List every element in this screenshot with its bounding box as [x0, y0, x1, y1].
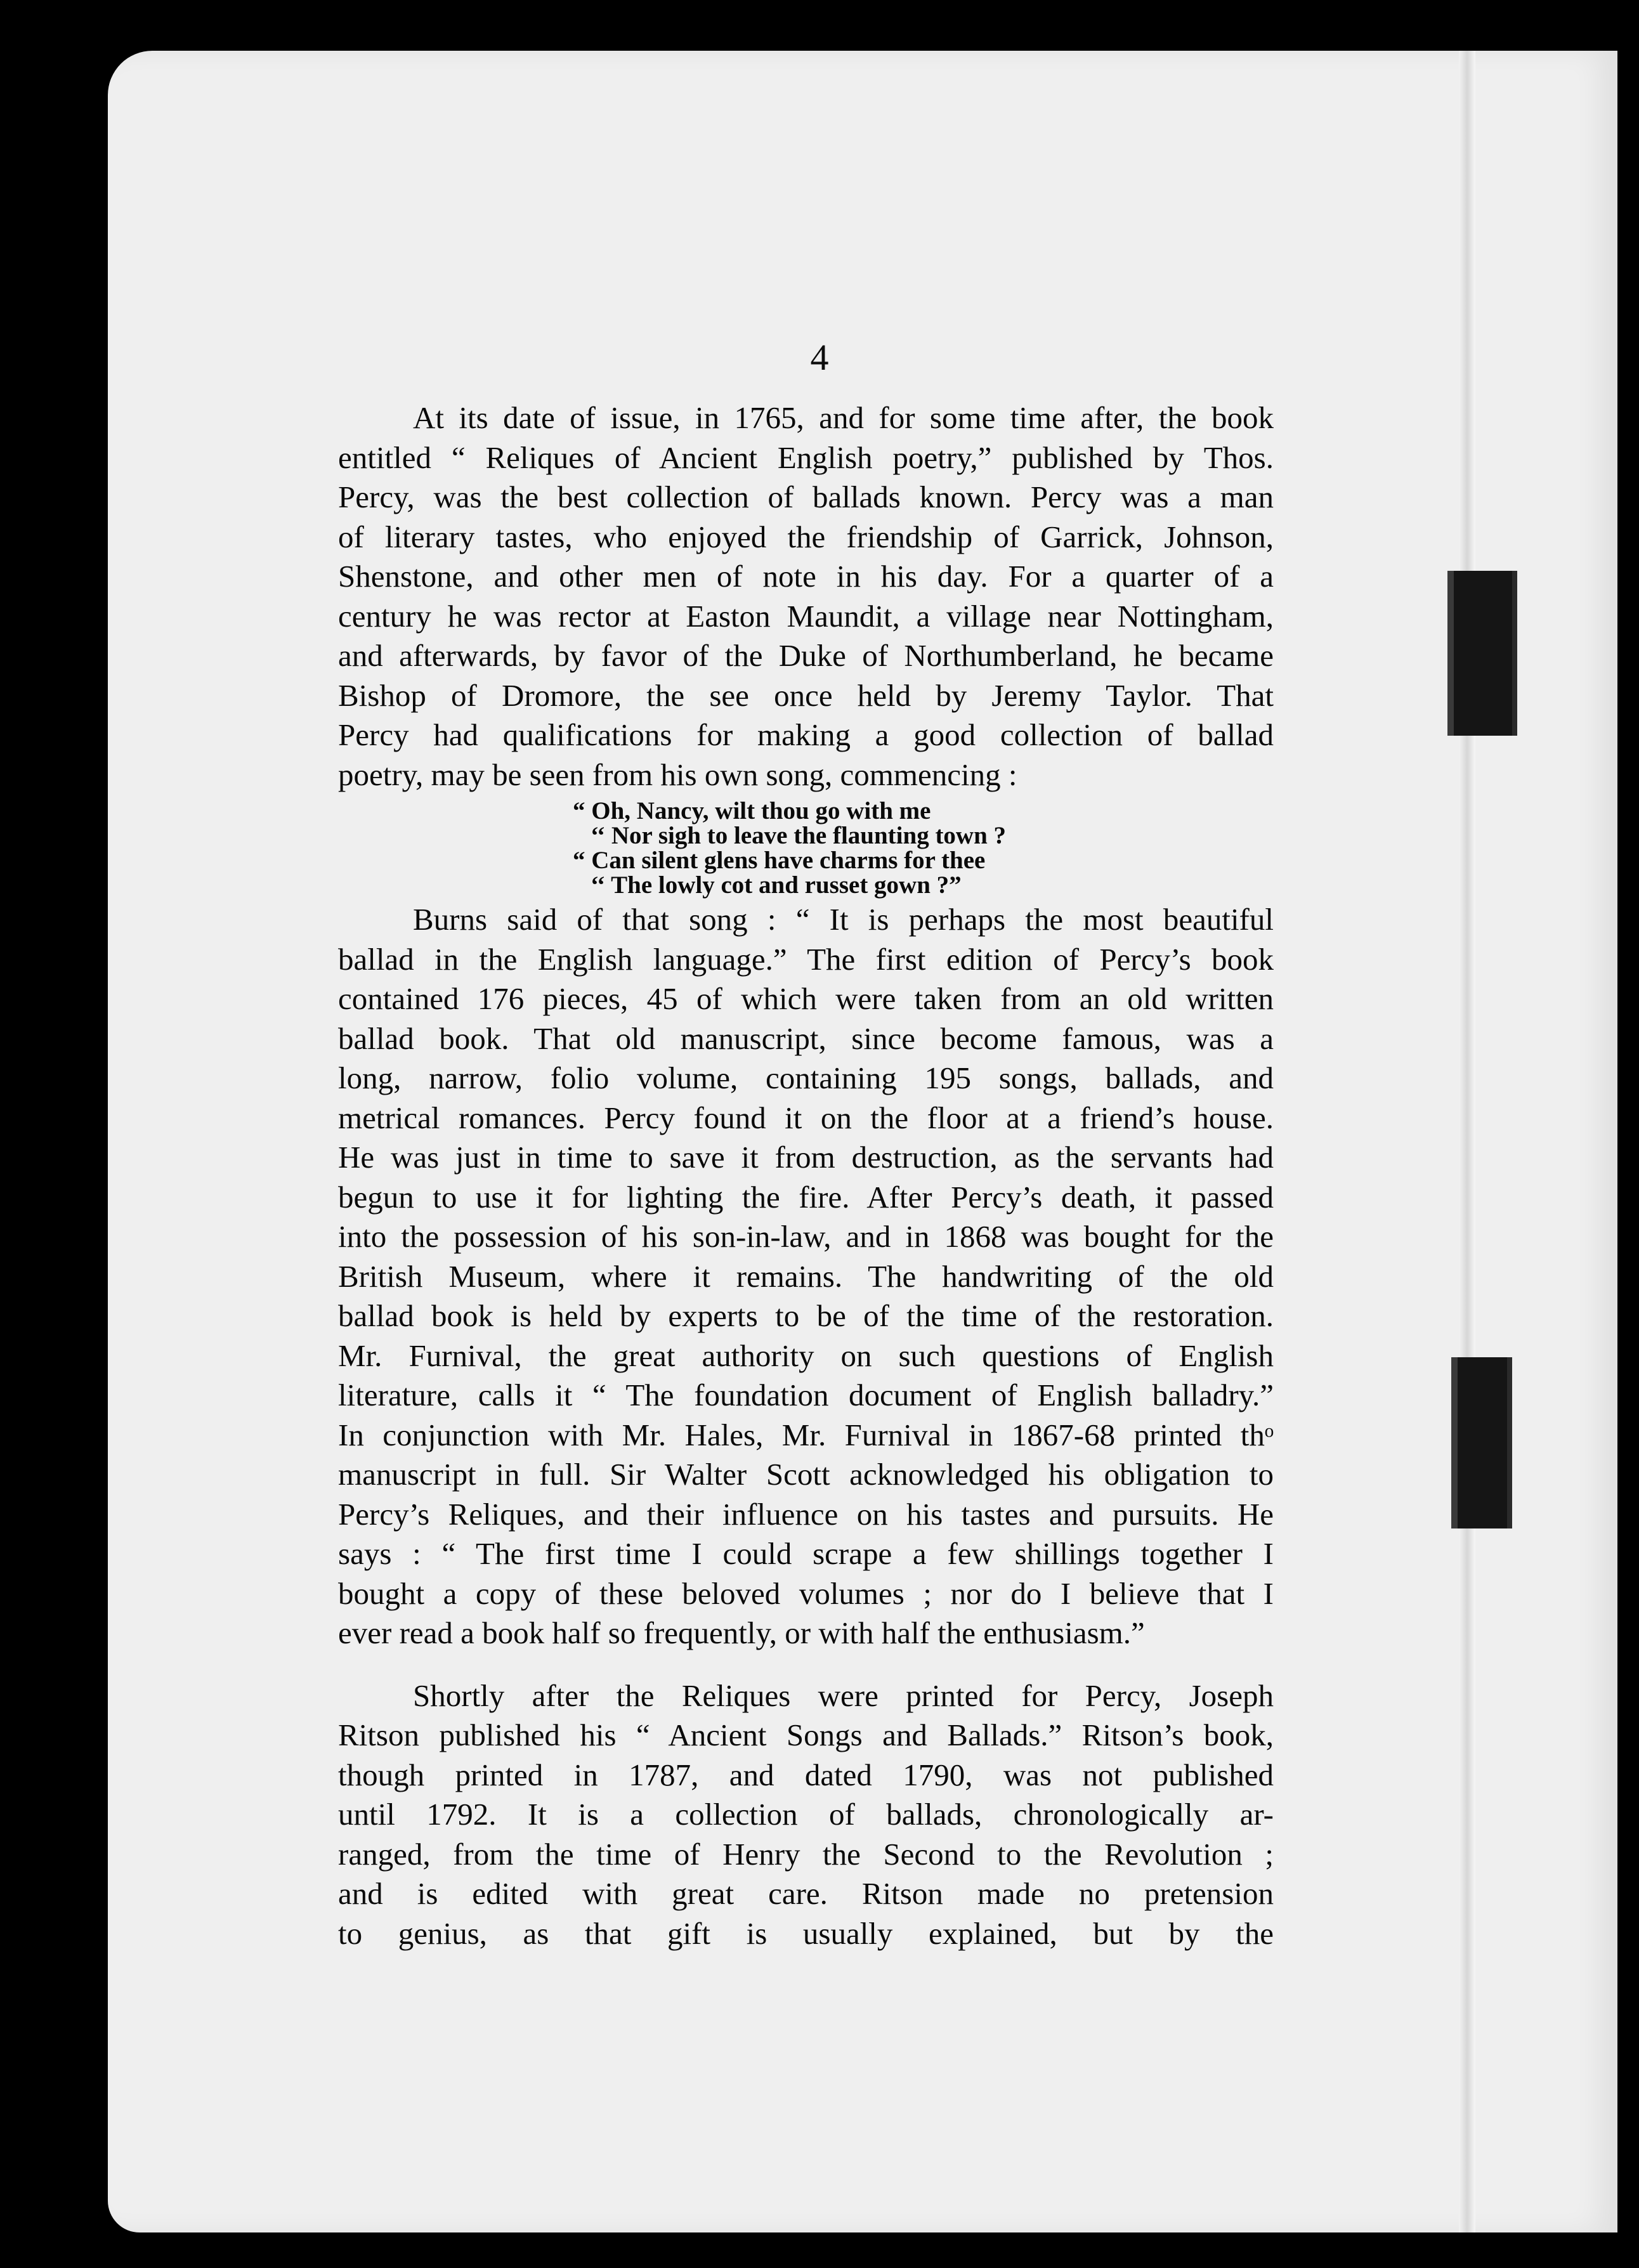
text-line: entitled “ Reliques of Ancient English poetry,” published by Thos. — [338, 440, 1274, 475]
poem-line: ‘‘ Nor sigh to leave the flaunting town ? — [591, 822, 1007, 849]
text-line: Burns said of that song : “ It is perhaps the most beautiful — [413, 902, 1274, 937]
poem-quote — [338, 798, 1274, 897]
text-line: In conjunction with Mr. Hales, Mr. Furnival in 1867-68 printed thᵒ — [338, 1417, 1274, 1452]
text-line: Percy had qualifications for making a good collection of ballad — [338, 717, 1274, 752]
text-line: into the possession of his son-in-law, and in 1868 was bought for the — [338, 1219, 1274, 1254]
poem-line: ‘‘ The lowly cot and russet gown ?” — [591, 871, 962, 899]
text-line: Shenstone, and other men of note in his day. For a quarter of a — [338, 559, 1274, 594]
text-line: bought a copy of these beloved volumes ; nor do I believe that I — [338, 1575, 1274, 1611]
text-line: ballad book is held by experts to be of the time of the restoration. — [338, 1298, 1274, 1333]
paragraph-3 — [338, 1676, 1274, 1954]
body-text — [338, 398, 1274, 1953]
text-line: Ritson published his “ Ancient Songs and Ballads.” Ritson’s book, — [338, 1717, 1274, 1752]
text-line: At its date of issue, in 1765, and for some time after, the book — [413, 400, 1274, 435]
text-line: ranged, from the time of Henry the Second to the Revolution ; — [338, 1836, 1274, 1872]
text-line: and is edited with great care. Ritson made no pretension — [338, 1876, 1274, 1911]
text-line: manuscript in full. Sir Walter Scott acknowledged his obligation to — [338, 1457, 1274, 1492]
text-line: Percy, was the best collection of ballads known. Percy was a man — [338, 479, 1274, 514]
text-line: He was just in time to save it from destruction, as the servants had — [338, 1140, 1274, 1175]
text-line: and afterwards, by favor of the Duke of Northumberland, he became — [338, 638, 1274, 673]
poem-line: “ Oh, Nancy, wilt thou go with me — [573, 797, 931, 824]
text-line: poetry, may be seen from his own song, commencing : — [338, 757, 1017, 792]
paragraph-gap — [338, 1653, 1274, 1676]
text-line: ever read a book half so frequently, or with half the enthusiasm.” — [338, 1615, 1145, 1650]
text-line: literature, calls it “ The foundation document of English balladry.” — [338, 1378, 1274, 1412]
text-line: British Museum, where it remains. The handwriting of the old — [338, 1258, 1274, 1294]
text-line: contained 176 pieces, 45 of which were taken from an old written — [338, 981, 1274, 1016]
paragraph-2 — [338, 900, 1274, 1653]
text-line: century he was rector at Easton Maundit, a village near Nottingham, — [338, 598, 1274, 634]
text-line: Percy’s Reliques, and their influence on his tastes and pursuits. He — [338, 1496, 1274, 1532]
text-line: to genius, as that gift is usually explained, but by the — [338, 1915, 1274, 1951]
poem-line: “ Can silent glens have charms for thee — [573, 847, 986, 874]
paragraph-1 — [338, 398, 1274, 795]
text-line: Bishop of Dromore, the see once held by Jeremy Taylor. That — [338, 677, 1274, 713]
text-line: ballad in the English language.” The first edition of Percy’s book — [338, 941, 1274, 977]
text-line: long, narrow, folio volume, containing 195 songs, ballads, and — [338, 1060, 1274, 1095]
text-line: Mr. Furnival, the great authority on such questions of English — [338, 1338, 1274, 1373]
binding-clip-bottom — [1451, 1357, 1512, 1528]
binding-clip-top — [1447, 571, 1517, 736]
text-line: of literary tastes, who enjoyed the friendship of Garrick, Johnson, — [338, 519, 1274, 554]
page-number: 4 — [810, 337, 829, 378]
text-line: says : “ The first time I could scrape a few shillings together I — [338, 1536, 1274, 1571]
text-line: begun to use it for lighting the fire. After Percy’s death, it passed — [338, 1179, 1274, 1215]
text-line: until 1792. It is a collection of ballads, chronologically ar- — [338, 1797, 1274, 1832]
text-line: Shortly after the Reliques were printed for Percy, Joseph — [413, 1678, 1274, 1713]
text-line: though printed in 1787, and dated 1790, was not published — [338, 1757, 1274, 1792]
text-line: ballad book. That old manuscript, since become famous, was a — [338, 1020, 1274, 1056]
text-line: metrical romances. Percy found it on the floor at a friend’s house. — [338, 1100, 1274, 1135]
